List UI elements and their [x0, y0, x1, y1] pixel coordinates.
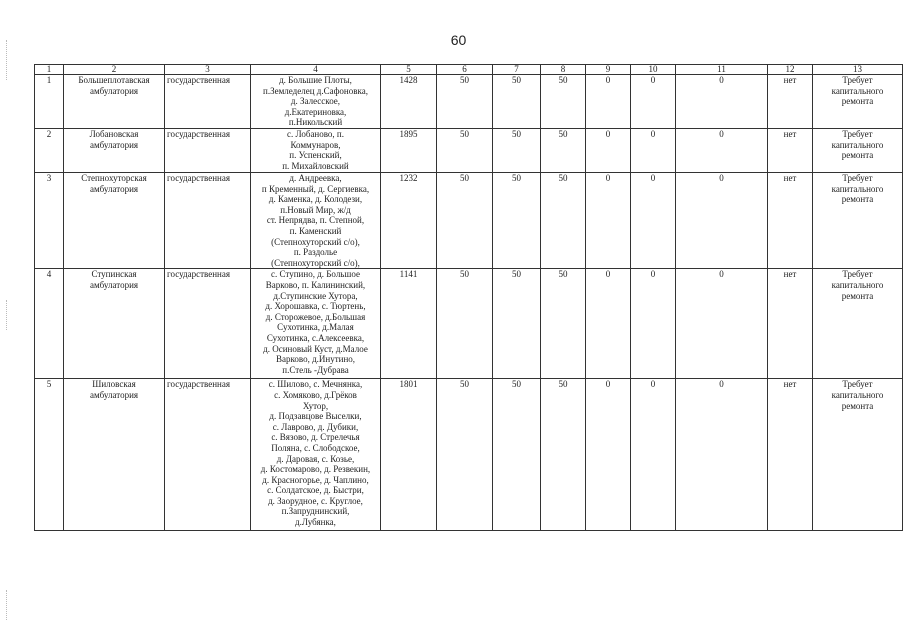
- cell-col10: 0: [631, 269, 676, 379]
- cell-col10: 0: [631, 129, 676, 173]
- facility-name: Большеплотавская амбулатория: [64, 75, 165, 129]
- cell-col6: 50: [437, 129, 493, 173]
- cell-col11: 0: [676, 75, 768, 129]
- table-row: [35, 269, 903, 379]
- row-number: 2: [35, 129, 64, 173]
- condition-note: Требует капитального ремонта: [813, 173, 903, 269]
- condition-note: Требует капитального ремонта: [813, 129, 903, 173]
- col-header: 11: [676, 65, 768, 75]
- facility-name: Шиловская амбулатория: [64, 379, 165, 531]
- cell-col9: 0: [586, 173, 631, 269]
- cell-col8: 50: [541, 75, 586, 129]
- table-row: [35, 379, 903, 531]
- col-header: 5: [381, 65, 437, 75]
- ownership-type: государственная: [165, 75, 251, 129]
- col-header: 3: [165, 65, 251, 75]
- left-margin-dots: [6, 590, 8, 620]
- col-header: 2: [64, 65, 165, 75]
- ownership-type: государственная: [165, 173, 251, 269]
- col-header: 8: [541, 65, 586, 75]
- cell-col7: 50: [493, 129, 541, 173]
- cell-col7: 50: [493, 379, 541, 531]
- col-header: 1: [35, 65, 64, 75]
- cell-col7: 50: [493, 173, 541, 269]
- col-header: 9: [586, 65, 631, 75]
- cell-col6: 50: [437, 379, 493, 531]
- left-margin-dots: [6, 300, 8, 330]
- cell-col12: нет: [768, 173, 813, 269]
- cell-col6: 50: [437, 269, 493, 379]
- facility-name: Ступинская амбулатория: [64, 269, 165, 379]
- cell-col12: нет: [768, 75, 813, 129]
- cell-col10: 0: [631, 75, 676, 129]
- served-settlements: с. Лобаново, п. Коммунаров, п. Успенский, п. Михайловский: [251, 129, 381, 173]
- served-settlements: д. Большие Плоты, п.Земледелец д.Сафоновка, д. Залесское, д.Екатериновка, п.Никольский: [251, 75, 381, 129]
- cell-col5: 1895: [381, 129, 437, 173]
- cell-col5: 1232: [381, 173, 437, 269]
- row-number: 5: [35, 379, 64, 531]
- condition-note: Требует капитального ремонта: [813, 379, 903, 531]
- header-row: [35, 65, 903, 75]
- col-header: 13: [813, 65, 903, 75]
- facilities-table: [34, 64, 903, 531]
- cell-col11: 0: [676, 379, 768, 531]
- col-header: 7: [493, 65, 541, 75]
- facility-name: Лобановская амбулатория: [64, 129, 165, 173]
- cell-col8: 50: [541, 269, 586, 379]
- cell-col8: 50: [541, 379, 586, 531]
- cell-col12: нет: [768, 379, 813, 531]
- cell-col10: 0: [631, 173, 676, 269]
- col-header: 4: [251, 65, 381, 75]
- cell-col8: 50: [541, 173, 586, 269]
- row-number: 4: [35, 269, 64, 379]
- cell-col8: 50: [541, 129, 586, 173]
- cell-col9: 0: [586, 269, 631, 379]
- cell-col11: 0: [676, 173, 768, 269]
- col-header: 12: [768, 65, 813, 75]
- table-row: [35, 173, 903, 269]
- ownership-type: государственная: [165, 269, 251, 379]
- cell-col6: 50: [437, 75, 493, 129]
- cell-col9: 0: [586, 129, 631, 173]
- table-row: [35, 129, 903, 173]
- cell-col5: 1141: [381, 269, 437, 379]
- cell-col6: 50: [437, 173, 493, 269]
- col-header: 10: [631, 65, 676, 75]
- col-header: 6: [437, 65, 493, 75]
- row-number: 1: [35, 75, 64, 129]
- served-settlements: с. Шилово, с. Мечнянка, с. Хомяково, д.Грёков Хутор, д. Подзавцове Выселки, с. Лаврово, д. Дубики, с. Вязово, д. Стрелечья Поляна, с. Слободское, д. Даровая, с. Козье, д. Костомарово, д. Резвекин, д. Красногорье, д. Чаплино, с. Солдатское, д. Быстри, д. Заорудное, с. Круглое, п.Запруднинский, д.Лубянка,: [251, 379, 381, 531]
- cell-col9: 0: [586, 75, 631, 129]
- cell-col11: 0: [676, 129, 768, 173]
- cell-col9: 0: [586, 379, 631, 531]
- cell-col12: нет: [768, 129, 813, 173]
- cell-col11: 0: [676, 269, 768, 379]
- ownership-type: государственная: [165, 379, 251, 531]
- cell-col7: 50: [493, 269, 541, 379]
- served-settlements: с. Ступино, д. Большое Варково, п. Калининский, д.Ступинские Хутора, д. Хорошавка, с. Тюртень, д. Сторожевое, д.Большая Сухотинка, д.Малая Сухотинка, с.Алексеевка, д. Осиновый Куст, д.Малое Варково, д.Инутино, п.Стель -Дубрава: [251, 269, 381, 379]
- cell-col12: нет: [768, 269, 813, 379]
- condition-note: Требует капитального ремонта: [813, 269, 903, 379]
- cell-col10: 0: [631, 379, 676, 531]
- ownership-type: государственная: [165, 129, 251, 173]
- served-settlements: д. Андреевка, п Кременный, д. Сергиевка, д. Каменка, д. Колодези, п.Новый Мир, ж/д ст. Непрядва, п. Степной, п. Каменский (Степнохуторский с/о), п. Раздолье (Степнохуторский с/о),: [251, 173, 381, 269]
- row-number: 3: [35, 173, 64, 269]
- condition-note: Требует капитального ремонта: [813, 75, 903, 129]
- page-number: 60: [450, 32, 467, 48]
- table-row: [35, 75, 903, 129]
- cell-col5: 1428: [381, 75, 437, 129]
- cell-col7: 50: [493, 75, 541, 129]
- facility-name: Степнохуторская амбулатория: [64, 173, 165, 269]
- cell-col5: 1801: [381, 379, 437, 531]
